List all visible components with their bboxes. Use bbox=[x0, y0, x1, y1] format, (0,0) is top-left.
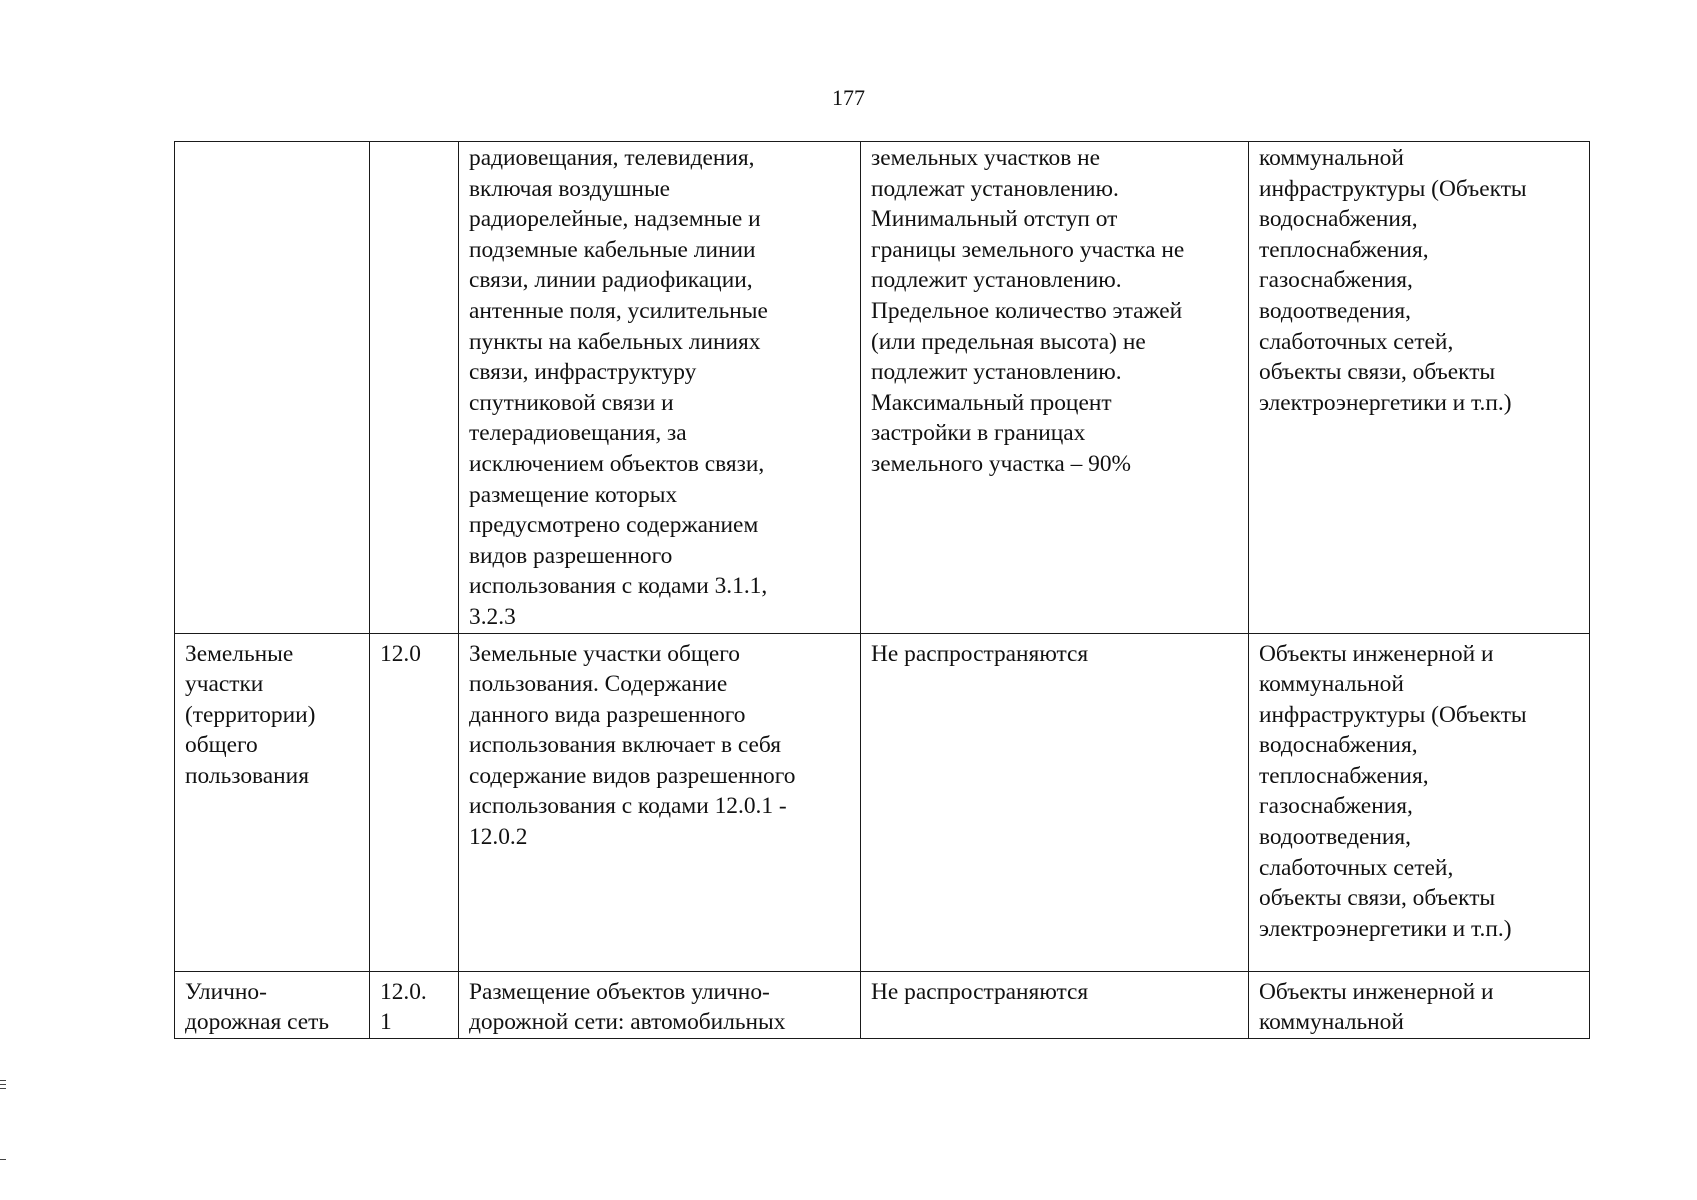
land-use-name-cell: Улично- дорожная сеть bbox=[175, 971, 370, 1038]
page-number: 177 bbox=[832, 85, 865, 110]
scan-mark bbox=[0, 1084, 6, 1085]
scan-edge-marks bbox=[0, 1080, 8, 1180]
land-use-description-cell: Размещение объектов улично- дорожной сети: автомобильных bbox=[459, 971, 861, 1038]
land-use-description-cell: радиовещания, телевидения, включая воздушные радиорелейные, надземные и подземные кабельные линии связи, линии радиофикации, антенные поля, усилительные пункты на кабельных линиях связи, инфраструктуру спутниковой связи и телерадиовещания, за исключением объектов связи, размещение которых предусмотрено содержанием видов разрешенного использования с кодами 3.1.1, 3.2.3 bbox=[459, 142, 861, 634]
auxiliary-uses-cell: коммунальной инфраструктуры (Объекты водоснабжения, теплоснабжения, газоснабжения, водоотведения, слаботочных сетей, объекты связи, объекты электроэнергетики и т.п.) bbox=[1249, 142, 1590, 634]
scan-mark bbox=[0, 1159, 6, 1160]
land-use-description-cell: Земельные участки общего пользования. Содержание данного вида разрешенного использования включает в себя содержание видов разрешенного использования с кодами 12.0.1 - 12.0.2 bbox=[459, 633, 861, 971]
land-use-name-cell: Земельные участки (территории) общего пользования bbox=[175, 633, 370, 971]
land-use-code-cell: 12.0 bbox=[370, 633, 459, 971]
land-use-name-cell bbox=[175, 142, 370, 634]
auxiliary-uses-cell: Объекты инженерной и коммунальной bbox=[1249, 971, 1590, 1038]
land-use-parameters-cell: Не распространяются bbox=[861, 633, 1249, 971]
land-use-parameters-cell: Не распространяются bbox=[861, 971, 1249, 1038]
land-use-code-cell: 12.0. 1 bbox=[370, 971, 459, 1038]
scan-mark bbox=[0, 1080, 6, 1081]
scan-mark bbox=[0, 1088, 6, 1089]
auxiliary-uses-cell: Объекты инженерной и коммунальной инфраструктуры (Объекты водоснабжения, теплоснабжения, газоснабжения, водоотведения, слаботочных сетей, объекты связи, объекты электроэнергетики и т.п.) bbox=[1249, 633, 1590, 971]
land-use-table bbox=[174, 141, 1590, 1039]
land-use-code-cell bbox=[370, 142, 459, 634]
table-row bbox=[175, 633, 1590, 971]
land-use-parameters-cell: земельных участков не подлежат установлению. Минимальный отступ от границы земельного участка не подлежит установлению. Предельное количество этажей (или предельная высота) не подлежит установлению. Максимальный процент застройки в границах земельного участка – 90% bbox=[861, 142, 1249, 634]
table-row bbox=[175, 142, 1590, 634]
table-row bbox=[175, 971, 1590, 1038]
